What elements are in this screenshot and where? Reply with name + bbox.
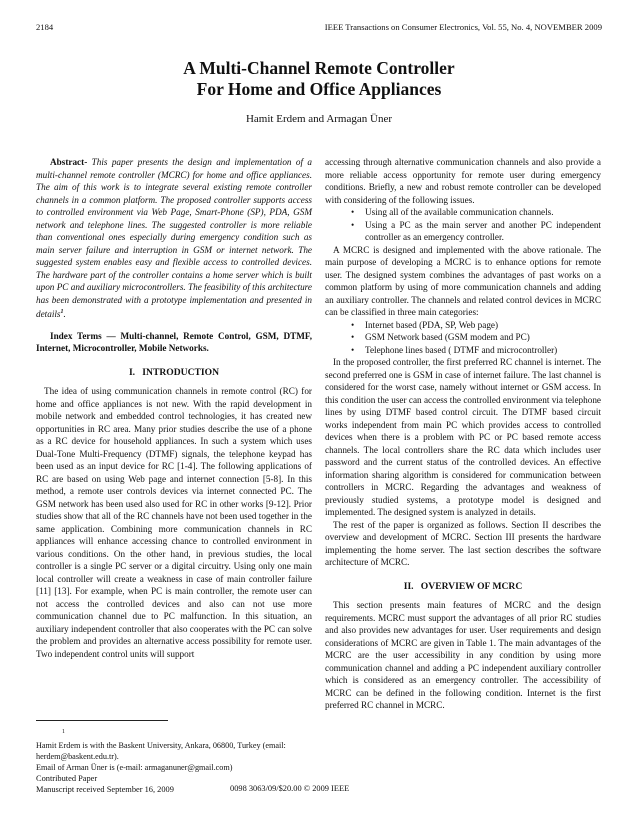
- issues-list: [325, 206, 601, 244]
- footnote-mark: 1: [62, 729, 65, 735]
- bullet-icon: •: [351, 332, 355, 342]
- paper-type: Contributed Paper: [36, 774, 98, 783]
- list-item: [353, 206, 601, 219]
- paper-title: [0, 58, 638, 100]
- footnote-author-1: Hamit Erdem is with the Baskent University, Ankara, 06800, Turkey (email: herdem@baskent.edu.tr).: [36, 740, 286, 761]
- intro-paragraph-1: The idea of using communication channels in remote control (RC) for home and office appliances is not new. With the rapid development in mobile network and embedded control technologies, it has created new opportunities in RC area. Many prior studies describe the use of a phone as a RC device for household appliances. In such a system which uses Dual-Tone Multi-Frequency (DTMF) signals, the telephone keypad has been used as an input device for RC [1-4]. The following applications of RC are based on using Web page and internet connection [5-8]. In this method, a remote user controls devices via internet connected PC. The GSM network has been used also used for RC in other works [9-12]. Prior studies show that all of the RC channels have not been used together in the same application. Combining more communication channels in RC appliances will enhance accessing chance to controlled environment in various conditions. On the other hand, in previous studies, the local controller is a single PC server or a digital circuitry. Using only one main local controller will create a weakness in case of main controller failure [11] [13]. For example, when PC is main controller, the remote user can not access the controlled devices and also can not use more communication channel due to PC malfunction. In this situation, an auxiliary independent controller that also cooperates with the PC can solve the problem and provides an alternative access possibility for remote user. Two independent control units will support: [36, 386, 312, 659]
- bullet-icon: •: [351, 319, 355, 330]
- list-item-text: Using all of the available communication channels.: [365, 207, 554, 217]
- overview-paragraph-1: This section presents main features of MCRC and the design requirements. MCRC must support the advantages of all prior RC studies and also provides new advantages for user. User requirements and design considerations of MCRC are given in Table 1. The main advantages of the MCRC are the user accessibility in any condition by using more communication channel and adding a PC independent auxiliary controller which is considered as an emergency controller. The accessibility of MCRC can be defined in the following condition. Internet is the first preferred RC channel in MCRC.: [325, 600, 601, 710]
- abstract-footnote-mark: 1: [60, 309, 64, 315]
- section-2-title-end: MCRC: [492, 580, 523, 592]
- section-2-title-rest: VERVIEW OF: [428, 580, 493, 592]
- section-1-heading: [36, 367, 312, 380]
- channels-list: [325, 319, 601, 357]
- abstract-end: .: [63, 309, 66, 320]
- running-header: [36, 22, 602, 36]
- copyright: 0098 3063/09/$20.00 © 2009 IEEE: [230, 784, 350, 793]
- list-item-text: Internet based (PDA, SP, Web page): [365, 319, 499, 330]
- list-item-text: Telephone lines based ( DTMF and microcontroller): [365, 344, 558, 355]
- section-1-number: I.: [128, 366, 136, 378]
- list-item: [353, 344, 601, 357]
- footnote-rule: [36, 720, 168, 721]
- abstract-text: This paper presents the design and implementation of a multi-channel remote controller (MCRC) for home and office appliances. The aim of this work is to integrate several existing remote controller channels in a common platform. The proposed controller supports access to controlled environment via Web Page, Smart-Phone (SP), PDA, GSM network and telephone lines. The suggested controller is more reliable than conventional ones especially during emergency condition such as main server failure and interruption in GSM or internet network. The suggested system enables easy and flexible access to controlled devices. The hardware part of the controller contains a home server which is built upon PC and auxiliary microcontrollers. The feasibility of this architecture has been demonstrated with a prototype implementation and presented in details: [36, 157, 312, 320]
- section-2-title-first: O: [420, 580, 429, 592]
- footnote-mark-line: [36, 727, 312, 740]
- list-item: [353, 219, 601, 244]
- intro-paragraph-4: The rest of the paper is organized as follows. Section II describes the overview and development of MCRC. Section III presents the hardware implementing the home server. The last section describes the software architecture of MCRC.: [325, 519, 601, 567]
- list-item: [353, 319, 601, 332]
- bullet-icon: •: [351, 207, 355, 217]
- manuscript-received: Manuscript received September 16, 2009: [36, 785, 174, 794]
- section-2-number: II.: [403, 580, 414, 592]
- page-footer: [36, 773, 174, 795]
- title-line-1: A Multi-Channel Remote Controller: [183, 58, 455, 78]
- abstract: [36, 156, 312, 321]
- bullet-icon: •: [351, 344, 355, 355]
- intro-paragraph-2: A MCRC is designed and implemented with the above rationale. The main purpose of developing a MCRC is to enhance options for remote user. The designed system combines the advantages of past works on a common platform by using of more communication channels and adding an auxiliary controller. The channels and related control devices in MCRC can be classified in three main categories:: [325, 244, 601, 317]
- section-1-title: INTRODUCTION: [142, 366, 220, 378]
- page-number: 2184: [36, 22, 54, 32]
- title-line-2: For Home and Office Appliances: [196, 79, 442, 99]
- abstract-label: Abstract-: [50, 157, 88, 167]
- footnote: [36, 720, 312, 773]
- left-column: [36, 156, 312, 660]
- bullet-icon: •: [351, 219, 355, 230]
- index-terms: Index Terms — Multi-channel, Remote Control, GSM, DTMF, Internet, Microcontroller, Mobile Networks.: [36, 330, 312, 354]
- section-2-heading: [325, 581, 601, 594]
- list-item: [353, 331, 601, 344]
- right-column: [325, 156, 601, 712]
- intro-continuation: accessing through alternative communication channels and also provide a more reliable access opportunity for remote user during emergency conditions. Briefly, a new and robust remote controller can be developed with considering of the following issues.: [325, 157, 601, 205]
- intro-paragraph-3: In the proposed controller, the first preferred RC channel is internet. The second preferred one is GSM in case of internet failure. The last channel is considered for the worst case, namely without internet or GSM access. In this condition the user can access the controlled environment via telephone lines by using DTMF based control circuit. The DTMF based circuit works independent from main PC which provides access to controlled devices when there is a problem with PC or PC based remote access channels. The local controllers share the RC data which includes user password and the current status of the controlled devices. An effective information sharing algorithm is considered for communication between controllers in MCRC. Regarding the advantages and weakness of previously studied systems, a prototype model is designed and implemented. The designed system is analyzed in details.: [325, 357, 601, 517]
- footnote-author-2: Email of Arman Üner is (e-mail: armaganuner@gmail.com): [36, 762, 233, 772]
- list-item-text: Using a PC as the main server and another PC independent controller as an emergency controller.: [365, 219, 601, 242]
- journal-citation: IEEE Transactions on Consumer Electronics, Vol. 55, No. 4, NOVEMBER 2009: [324, 22, 602, 32]
- list-item-text: GSM Network based (GSM modem and PC): [365, 332, 530, 342]
- authors: Hamit Erdem and Armagan Üner: [245, 113, 392, 125]
